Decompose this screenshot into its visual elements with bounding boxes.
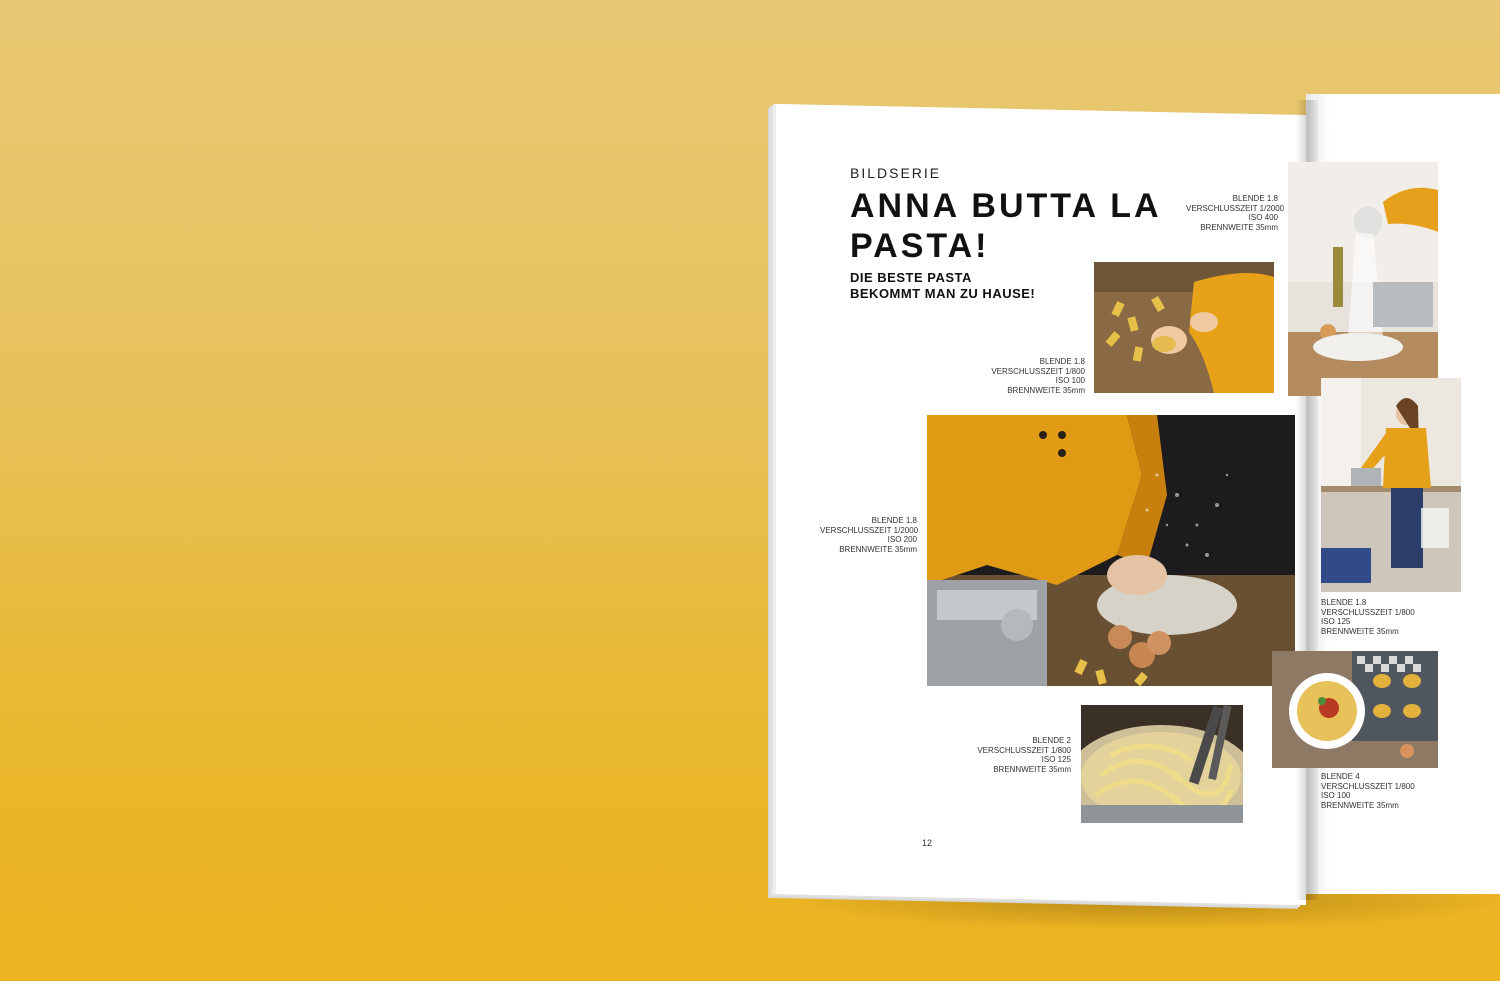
spec-line: BLENDE 1.8 <box>1039 357 1085 366</box>
specs-flour-pouring <box>1186 194 1285 232</box>
spec-line: ISO 125 <box>1041 755 1071 764</box>
spec-line: BLENDE 4 <box>1321 772 1360 781</box>
photo-cutting-pasta <box>1094 262 1274 393</box>
photo-kneading-dough <box>927 415 1295 686</box>
spec-line: ISO 100 <box>1055 376 1085 385</box>
spec-line: VERSCHLUSSZEIT 1/800 <box>977 745 1071 755</box>
specs-pasta-plate <box>1321 772 1431 810</box>
spec-line: VERSCHLUSSZEIT 1/2000 <box>820 525 919 535</box>
spec-line: BRENNWEITE 35mm <box>1007 385 1085 395</box>
subtitle-line-1: DIE BESTE PASTA <box>850 270 972 285</box>
spec-line: ISO 100 <box>1321 791 1351 800</box>
spec-line: BLENDE 1.8 <box>871 516 917 525</box>
spec-line: BRENNWEITE 35mm <box>1200 222 1278 232</box>
spec-line: BRENNWEITE 35mm <box>993 764 1071 774</box>
specs-woman-in-kitchen <box>1321 598 1431 636</box>
spec-line: BLENDE 2 <box>1032 736 1071 745</box>
photo-boiling-pasta <box>1081 705 1243 823</box>
spec-line: BRENNWEITE 35mm <box>839 544 917 554</box>
photo-pasta-plate <box>1272 651 1438 768</box>
spec-line: ISO 125 <box>1321 617 1351 626</box>
article-title: ANNA BUTTA LA PASTA! <box>850 187 1161 265</box>
specs-boiling-pasta <box>976 736 1071 774</box>
spec-line: BRENNWEITE 35mm <box>1321 626 1399 636</box>
photo-flour-pouring <box>1288 162 1438 396</box>
page-number: 12 <box>922 838 933 848</box>
spec-line: VERSCHLUSSZEIT 1/2000 <box>1186 203 1285 213</box>
spec-line: ISO 200 <box>887 535 917 544</box>
spec-line: BLENDE 1.8 <box>1232 194 1278 203</box>
article-subtitle <box>850 270 1070 302</box>
spec-line: VERSCHLUSSZEIT 1/800 <box>1321 607 1415 617</box>
section-label: BILDSERIE <box>850 165 942 181</box>
spec-line: VERSCHLUSSZEIT 1/800 <box>991 366 1085 376</box>
photo-woman-in-kitchen <box>1321 378 1461 592</box>
spec-line: VERSCHLUSSZEIT 1/800 <box>1321 781 1415 791</box>
subtitle-line-2: BEKOMMT MAN ZU HAUSE! <box>850 286 1036 301</box>
specs-kneading-dough <box>820 516 917 554</box>
specs-cutting-pasta <box>990 357 1085 395</box>
spec-line: ISO 400 <box>1248 213 1278 222</box>
spec-line: BRENNWEITE 35mm <box>1321 800 1399 810</box>
spec-line: BLENDE 1.8 <box>1321 598 1367 607</box>
